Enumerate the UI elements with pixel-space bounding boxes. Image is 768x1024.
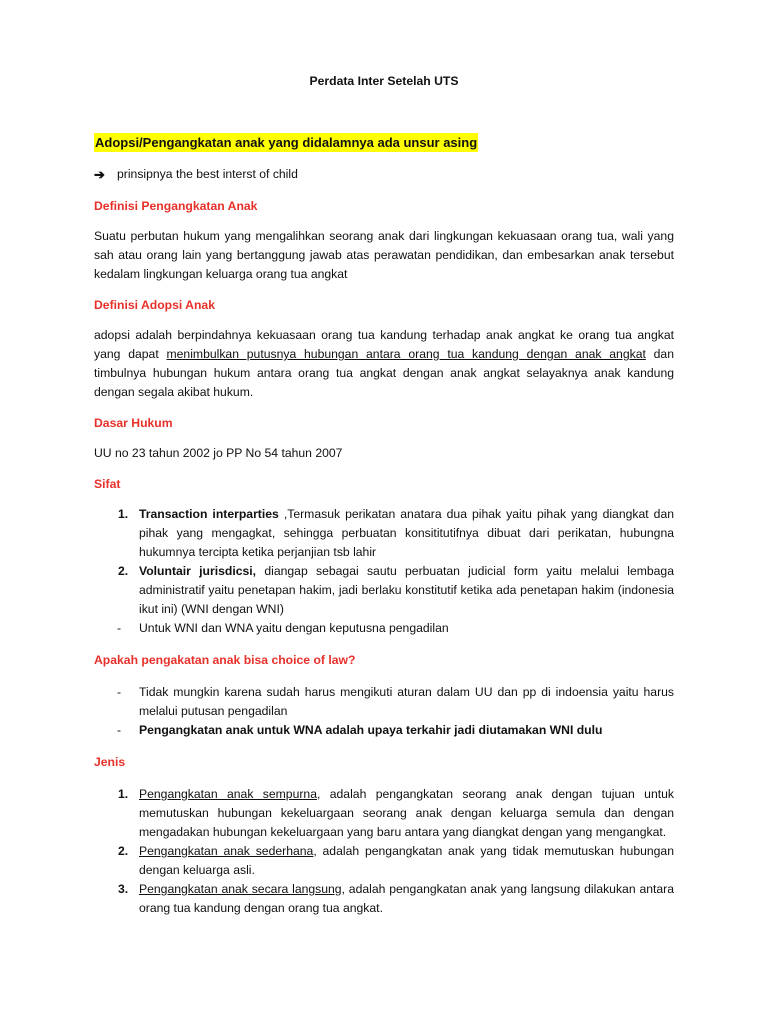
list-item: [94, 721, 674, 740]
list-item-underlined: Pengangkatan anak sederhana: [139, 844, 314, 858]
list-item-text: Tidak mungkin karena sudah harus mengikuti aturan dalam UU dan pp di indoensia yaitu harus melalui putusan pengadilan: [139, 685, 674, 718]
list-item-underlined: Pengangkatan anak secara langsung: [139, 882, 342, 896]
list-item: [94, 505, 674, 562]
dasar-hukum-text: UU no 23 tahun 2002 jo PP No 54 tahun 2007: [94, 446, 343, 460]
def-adopsi-text: [94, 326, 674, 402]
arrow-bullet: [94, 165, 674, 184]
list-number: 2.: [118, 844, 129, 858]
dash-bullet: -: [117, 685, 122, 699]
section-heading-sifat: Sifat: [94, 477, 121, 491]
list-item-bold: Transaction interparties: [139, 507, 279, 521]
list-item: [94, 785, 674, 842]
right-arrow-icon: ➔: [94, 167, 105, 182]
list-number: 3.: [118, 882, 129, 896]
list-item: [94, 562, 674, 638]
highlight-heading-row: [94, 133, 674, 153]
highlight-heading: Adopsi/Pengangkatan anak yang didalamnya ada unsur asing: [95, 135, 478, 150]
list-item-underlined: Pengangkatan anak sempurna: [139, 787, 317, 801]
list-item-text: , adalah pengangkatan anak yang tidak memutuskan hubungan dengan keluarga asli.: [139, 844, 674, 877]
list-item-text: , adalah pengangkatan seorang anak dengan tujuan untuk memutuskan hubungan kekeluargaan seorang anak dengan keluarga semula dan dengan mengadakan hubungan kekeluargaan yang baru antara yang diangkat dengan yang mengangkat.: [139, 787, 674, 839]
list-number: 2.: [118, 564, 129, 578]
section-heading-def-pengangkatan: Definisi Pengangkatan Anak: [94, 199, 258, 213]
def-adopsi-text-a: adopsi adalah berpindahnya kekuasaan orang tua kandung terhadap anak angkat ke orang tua angkat yang dapat: [94, 328, 674, 361]
jenis-list: [94, 785, 674, 918]
list-item-text: Pengangkatan anak untuk WNA adalah upaya terkahir jadi diutamakan WNI dulu: [139, 723, 603, 737]
list-item-text: diangap sebagai sautu perbuatan judicial form yaitu melalui lembaga administratif yaitu penetapan hakim, jadi berlaku konstitutif ketika ada penetapan hakim (indonesia ikut ini) (WNI dengan WNI): [139, 564, 674, 616]
list-number: 1.: [118, 787, 129, 801]
section-heading-dasar-hukum: Dasar Hukum: [94, 416, 173, 430]
section-heading-def-adopsi: Definisi Adopsi Anak: [94, 298, 215, 312]
list-item: [94, 880, 674, 918]
list-number: 1.: [118, 507, 129, 521]
dash-bullet: -: [117, 723, 122, 737]
sifat-list: [94, 505, 674, 638]
list-item-text: ,Termasuk perikatan anatara dua pihak yaitu pihak yang diangkat dan pihak yang mengagkat, sehingga perbuatan konsititutifnya dibuat dari perikatan, hubungna hukumnya tercipta ketika perjanjian tsb lahir: [139, 507, 675, 559]
choice-of-law-list: [94, 683, 674, 740]
sub-list-item: [94, 619, 674, 638]
arrow-text: prinsipnya the best interst of child: [117, 167, 298, 181]
section-heading-jenis: Jenis: [94, 755, 126, 769]
list-item-text: , adalah pengangkatan anak yang langsung dilakukan antara orang tua kandung dengan orang tua angkat.: [139, 882, 674, 915]
list-item: [94, 842, 674, 880]
def-adopsi-underlined: menimbulkan putusnya hubungan antara orang tua kandung dengan anak angkat: [166, 347, 646, 361]
section-heading-choice-of-law: Apakah pengakatan anak bisa choice of law?: [94, 653, 356, 667]
def-adopsi-text-b: dan timbulnya hubungan hukum antara orang tua angkat dengan anak angkat selayaknya anak kandung dengan segala akibat hukum.: [94, 347, 674, 399]
sifat-sub-list: [94, 619, 674, 638]
doc-title: Perdata Inter Setelah UTS: [309, 74, 459, 88]
list-item: [94, 683, 674, 721]
dash-bullet: -: [117, 621, 122, 635]
sub-list-text: Untuk WNI dan WNA yaitu dengan keputusna pengadilan: [139, 621, 449, 635]
def-pengangkatan-text: Suatu perbutan hukum yang mengalihkan seorang anak dari lingkungan kekuasaan orang tua, wali yang sah atau orang lain yang bertanggung jawab atas perawatan pendidikan, dan embesarkan anak tersebut kedalam lingkungan keluarga orang tua angkat: [94, 229, 674, 281]
list-item-bold: Voluntair jurisdicsi,: [139, 564, 257, 578]
